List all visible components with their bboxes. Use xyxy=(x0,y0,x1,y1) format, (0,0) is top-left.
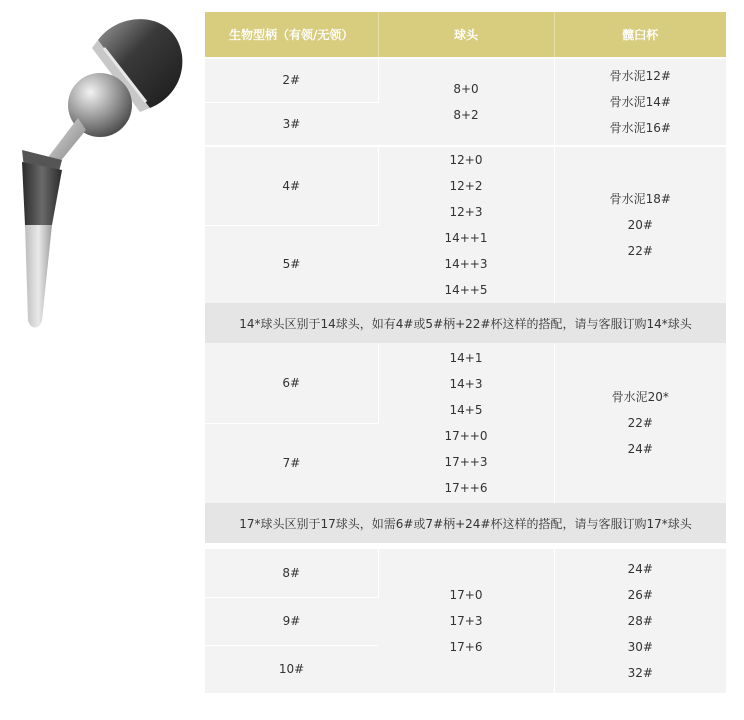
cup-option: 20# xyxy=(627,218,653,232)
head-option: 14+5 xyxy=(449,403,483,417)
head-option: 17++0 xyxy=(444,429,488,443)
head-option: 14+3 xyxy=(449,377,483,391)
cup-option: 32# xyxy=(627,666,653,680)
stem-size: 5# xyxy=(205,225,378,303)
cup-option: 骨水泥14# xyxy=(609,95,671,109)
note-14-star: 14*球头区别于14球头，如有4#或5#柄+22#杯这样的搭配，请与客服订购14*球头 xyxy=(205,303,726,343)
note-17-star: 17*球头区别于17球头，如需6#或7#柄+24#杯这样的搭配，请与客服订购17*球头 xyxy=(205,503,726,543)
cup-option: 22# xyxy=(627,416,653,430)
cup-list xyxy=(554,147,726,303)
stem-size: 10# xyxy=(205,645,378,693)
head-option: 14++5 xyxy=(444,283,488,297)
cup-option: 30# xyxy=(627,640,653,654)
cup-option: 22# xyxy=(627,244,653,258)
head-option: 8+2 xyxy=(453,108,479,122)
group-3 xyxy=(205,343,726,503)
head-option: 12+3 xyxy=(449,205,483,219)
group-4 xyxy=(205,543,726,693)
head-list xyxy=(378,59,554,145)
group-2 xyxy=(205,145,726,303)
stem-size: 8# xyxy=(205,549,378,597)
head-option: 12+0 xyxy=(449,153,483,167)
head-list xyxy=(378,549,554,693)
head-option: 17+3 xyxy=(449,614,483,628)
head-option: 14++1 xyxy=(444,231,488,245)
stem-size: 6# xyxy=(205,343,378,423)
cup-option: 28# xyxy=(627,614,653,628)
cup-option: 骨水泥18# xyxy=(609,192,671,206)
cup-list xyxy=(554,549,726,693)
head-option: 17++6 xyxy=(444,481,488,495)
stem-size: 3# xyxy=(205,102,378,145)
stem-size: 4# xyxy=(205,147,378,225)
cup-option: 26# xyxy=(627,588,653,602)
cup-option: 24# xyxy=(627,442,653,456)
head-option: 17+0 xyxy=(449,588,483,602)
head-option: 12+2 xyxy=(449,179,483,193)
head-option: 17++3 xyxy=(444,455,488,469)
cup-option: 24# xyxy=(627,562,653,576)
header-stem: 生物型柄（有领/无领） xyxy=(205,12,378,57)
cup-option: 骨水泥12# xyxy=(609,69,671,83)
stem-size: 9# xyxy=(205,597,378,645)
head-option: 14++3 xyxy=(444,257,488,271)
head-option: 8+0 xyxy=(453,82,479,96)
head-list xyxy=(378,147,554,303)
cup-list xyxy=(554,343,726,503)
cup-option: 骨水泥16# xyxy=(609,121,671,135)
compatibility-table xyxy=(205,12,726,693)
header-head: 球头 xyxy=(378,12,554,57)
stem-size: 2# xyxy=(205,59,378,102)
cup-list xyxy=(554,59,726,145)
cup-option: 骨水泥20* xyxy=(611,390,669,404)
head-option: 14+1 xyxy=(449,351,483,365)
group-1 xyxy=(205,57,726,145)
head-list xyxy=(378,343,554,503)
stem-size: 7# xyxy=(205,423,378,503)
hip-implant-image xyxy=(0,0,200,345)
head-option: 17+6 xyxy=(449,640,483,654)
header-cup: 髋臼杯 xyxy=(554,12,726,57)
